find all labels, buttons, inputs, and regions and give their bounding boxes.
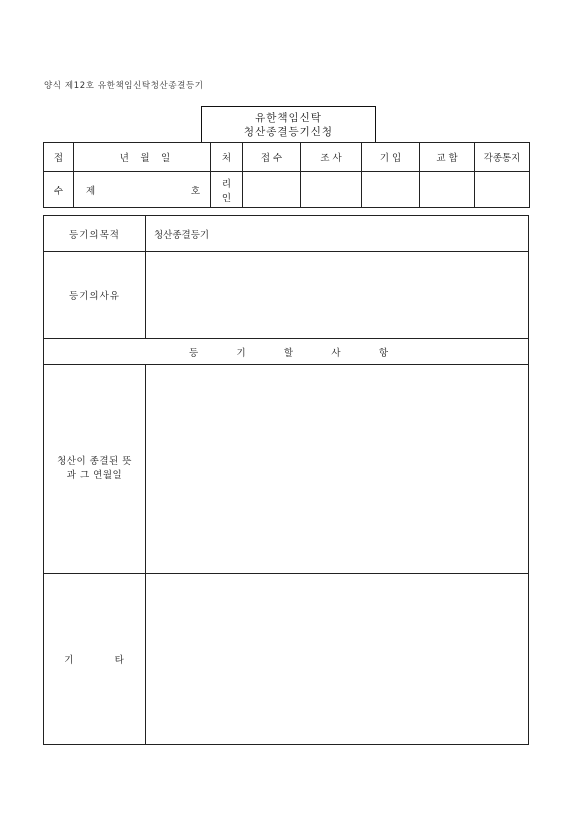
entry-stamp-cell[interactable] — [362, 172, 420, 208]
section-header-char-1: 등 — [189, 347, 199, 359]
registration-form-table — [43, 215, 529, 745]
handler-label-3: 인 — [221, 192, 232, 204]
receipt-label-bottom: 수 — [44, 172, 74, 208]
review-stamp-cell[interactable] — [301, 172, 362, 208]
purpose-label: 등기의목적 — [44, 216, 146, 252]
liquidation-label-line2: 과 그 연월일 — [66, 469, 123, 481]
col-notices-header: 각종통지 — [475, 143, 530, 172]
col-collation-header: 교 합 — [420, 143, 475, 172]
collation-stamp-cell[interactable] — [420, 172, 475, 208]
col-receipt-header: 접 수 — [243, 143, 301, 172]
reason-value[interactable] — [146, 252, 529, 339]
handler-label-1: 처 — [211, 143, 243, 172]
other-label-text: 기 타 — [64, 654, 125, 666]
other-label — [44, 573, 146, 744]
handler-label-2: 리 — [221, 178, 232, 190]
receipt-label-top: 접 — [44, 143, 74, 172]
receipt-month-label: 월 — [140, 153, 150, 165]
section-header-char-5: 항 — [378, 347, 388, 359]
liquidation-label — [44, 365, 146, 573]
col-review-header: 조 사 — [301, 143, 362, 172]
section-header-char-3: 할 — [283, 347, 294, 359]
receipt-year-label: 년 — [119, 153, 129, 165]
receipt-day-label: 일 — [161, 153, 171, 165]
receipt-table — [43, 142, 530, 208]
section-header-char-2: 기 — [236, 347, 246, 359]
receipt-stamp-cell[interactable] — [243, 172, 301, 208]
section-header — [44, 339, 529, 365]
purpose-value[interactable]: 청산종결등기 — [146, 216, 529, 252]
notices-stamp-cell[interactable] — [475, 172, 530, 208]
liquidation-label-line1: 청산이 종결된 뜻 — [57, 455, 132, 467]
section-header-char-4: 사 — [331, 347, 341, 359]
receipt-date-cell[interactable] — [74, 143, 211, 172]
reason-label: 등기의사유 — [44, 252, 146, 339]
form-number-label: 양식 제12호 유한책임신탁청산종결등기 — [44, 81, 204, 91]
form-title-line1: 유한책임신탁 — [255, 112, 322, 124]
receipt-number-cell[interactable] — [74, 172, 211, 208]
handler-label-cell — [211, 172, 243, 208]
receipt-number-suffix: 호 — [190, 185, 200, 197]
receipt-number-prefix: 제 — [86, 185, 96, 197]
col-entry-header: 기 입 — [362, 143, 420, 172]
liquidation-value[interactable] — [146, 365, 529, 573]
other-value[interactable] — [146, 573, 529, 744]
form-title-box — [201, 106, 376, 142]
form-title-line2: 청산종결등기신청 — [243, 126, 334, 138]
